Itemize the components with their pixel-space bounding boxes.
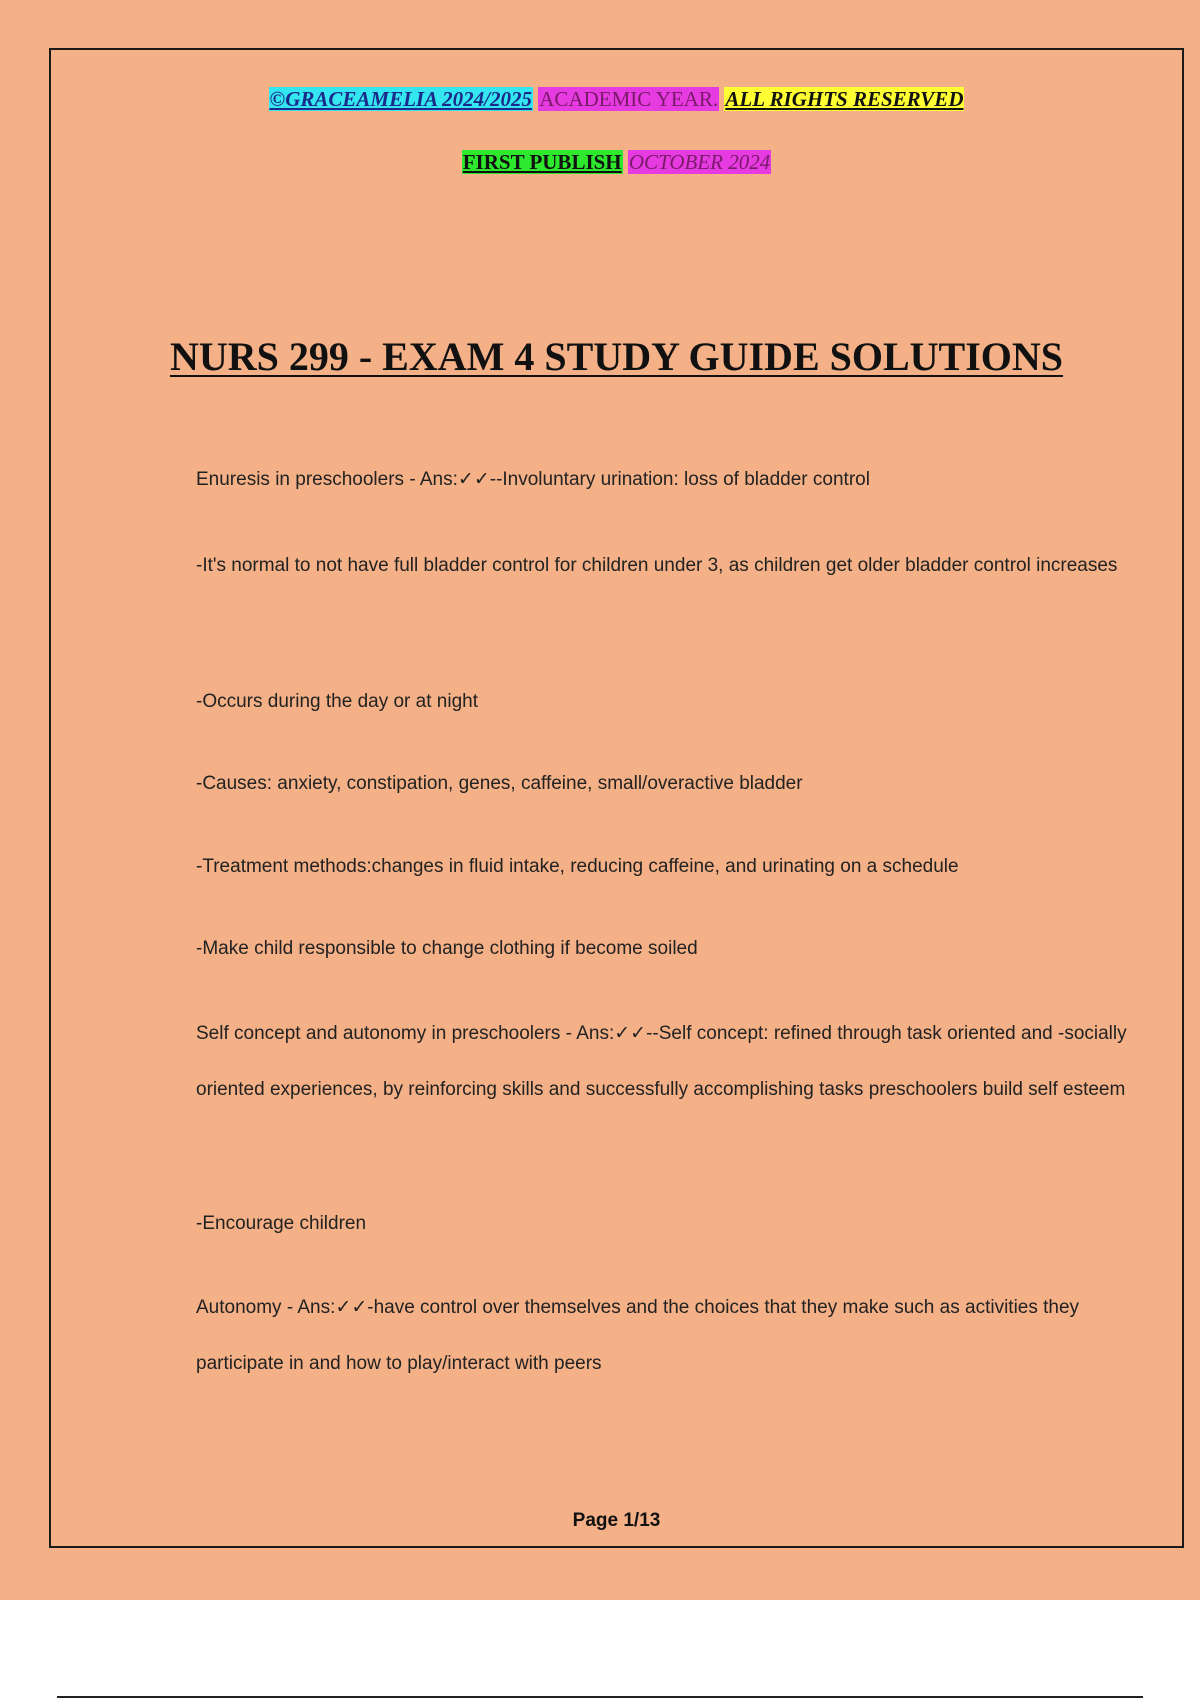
paragraph-responsibility: -Make child responsible to change clothing if become soiled <box>196 938 698 959</box>
publish-date-text: OCTOBER 2024 <box>628 150 771 174</box>
document-title: NURS 299 - EXAM 4 STUDY GUIDE SOLUTIONS <box>169 334 1064 379</box>
paragraph-encourage: -Encourage children <box>196 1213 367 1234</box>
copyright-text: ©GRACEAMELIA 2024/2025 <box>269 87 533 111</box>
paragraph-autonomy: Autonomy - Ans:✓✓-have control over themselves and the choices that they make such as activities they participate in and how to play/interact with peers <box>196 1297 1080 1374</box>
paragraph-causes: -Causes: anxiety, constipation, genes, caffeine, small/overactive bladder <box>196 773 803 794</box>
next-page-divider <box>57 1696 1143 1698</box>
page-border <box>49 48 1184 1548</box>
paragraph-occurrence: -Occurs during the day or at night <box>196 691 478 712</box>
copyright-banner <box>51 86 1182 112</box>
academic-year-text: ACADEMIC YEAR. <box>539 87 719 111</box>
first-publish-text: FIRST PUBLISH <box>462 150 622 174</box>
paragraph-bladder-control: -It's normal to not have full bladder control for children under 3, as children get older bladder control increases <box>196 555 1118 576</box>
paragraph-treatment: -Treatment methods:changes in fluid intake, reducing caffeine, and urinating on a schedule <box>196 856 959 877</box>
paragraph-self-concept: Self concept and autonomy in preschoolers - Ans:✓✓--Self concept: refined through task oriented and -socially oriented experiences, by reinforcing skills and successfully accomplishing tasks preschoolers build self esteem <box>196 1023 1127 1100</box>
rights-reserved-text: ALL RIGHTS RESERVED <box>725 87 964 111</box>
publish-banner <box>51 149 1182 175</box>
paragraph-enuresis: Enuresis in preschoolers - Ans:✓✓--Involuntary urination: loss of bladder control <box>196 469 870 490</box>
page-number: Page 1/13 <box>572 1510 661 1531</box>
